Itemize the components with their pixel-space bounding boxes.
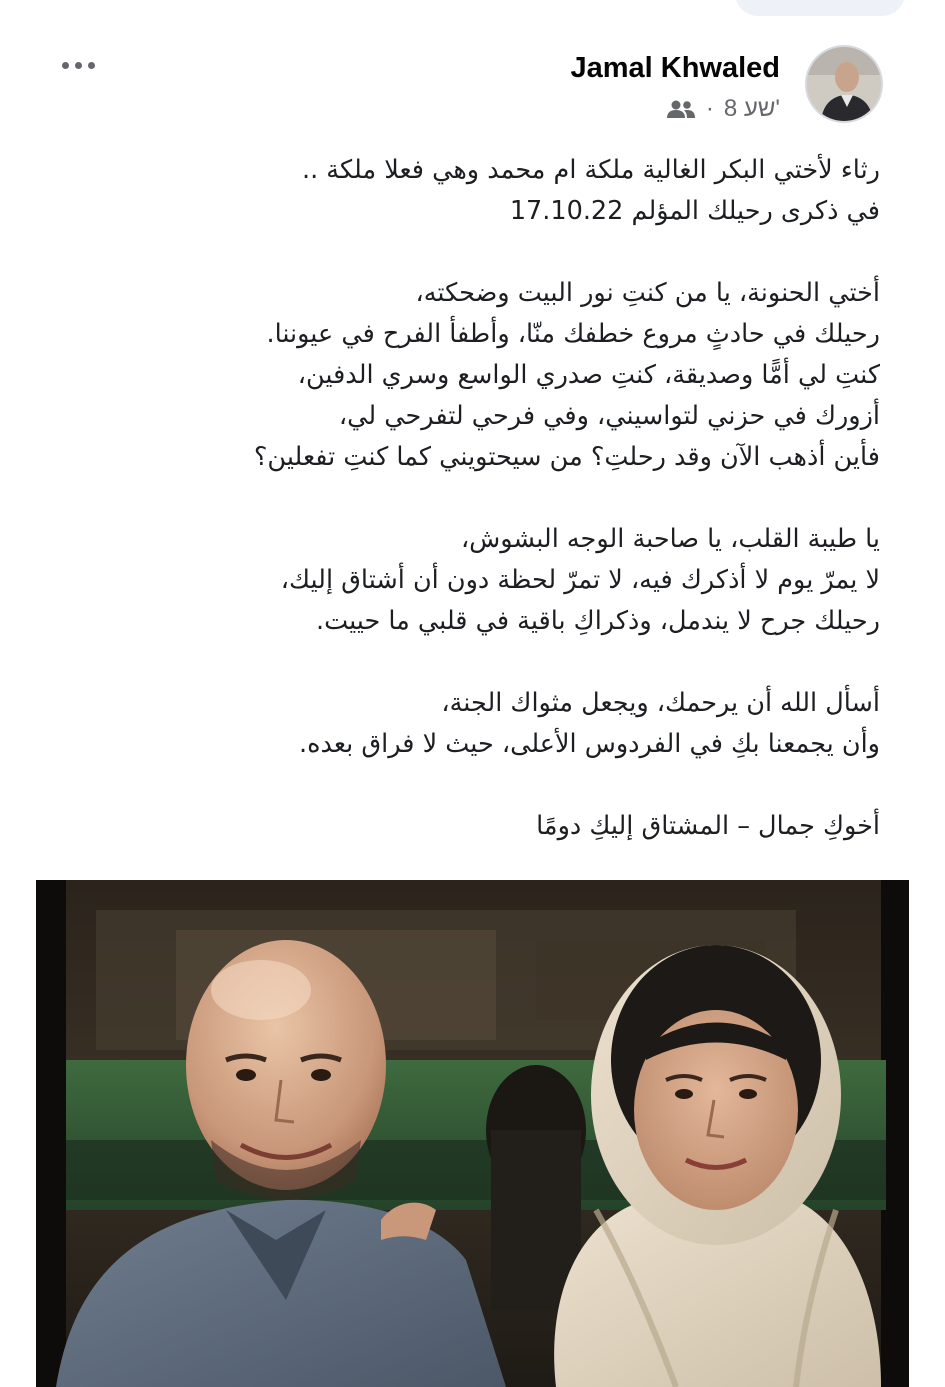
- post-body: [80, 150, 880, 888]
- more-options-button[interactable]: [62, 54, 95, 76]
- author-name[interactable]: Jamal Khwaled: [570, 52, 780, 84]
- meta-separator: ·: [705, 95, 714, 122]
- avatar-photo: [807, 47, 881, 121]
- top-pill-button[interactable]: [735, 0, 905, 16]
- avatar[interactable]: [805, 45, 883, 123]
- text-line: لا يمرّ يوم لا أذكرك فيه، لا تمرّ لحظة دون أن أشتاق إليك،: [280, 565, 880, 595]
- text-line: رثاء لأختي البكر الغالية ملكة ام محمد وهي فعلا ملكة ..: [301, 155, 880, 185]
- text-line: رحيلك جرح لا يندمل، وذكراكِ باقية في قلبي ما حييت.: [315, 606, 880, 636]
- post-photo[interactable]: [36, 880, 909, 1387]
- text-line: أخوكِ جمال – المشتاق إليكِ دومًا: [536, 811, 880, 841]
- post-timestamp[interactable]: 8 שע': [723, 95, 780, 122]
- text-line: أزورك في حزني لتواسيني، وفي فرحي لتفرحي لي،: [338, 401, 880, 431]
- paragraph: [80, 806, 880, 847]
- text-line: في ذكرى رحيلك المؤلم 17.10.22: [509, 196, 880, 226]
- paragraph: [80, 519, 880, 642]
- text-line: فأين أذهب الآن وقد رحلتِ؟ من سيحتويني كما كنتِ تفعلين؟: [253, 442, 880, 472]
- photo-image: [36, 880, 909, 1387]
- paragraph: [80, 683, 880, 765]
- paragraph: [80, 150, 880, 232]
- more-horizontal-icon: [75, 62, 82, 69]
- text-line: يا طيبة القلب، يا صاحبة الوجه البشوش،: [460, 524, 880, 554]
- post-header: [0, 40, 945, 140]
- post-meta: [666, 95, 780, 123]
- more-horizontal-icon: [62, 62, 69, 69]
- text-line: كنتِ لي أمًّا وصديقة، كنتِ صدري الواسع وسري الدفين،: [297, 360, 880, 390]
- text-line: وأن يجمعنا بكِ في الفردوس الأعلى، حيث لا فراق بعده.: [299, 729, 880, 759]
- text-line: رحيلك في حادثٍ مروع خطفك منّا، وأطفأ الفرح في عيوننا.: [266, 319, 880, 349]
- paragraph: [80, 273, 880, 478]
- more-horizontal-icon: [88, 62, 95, 69]
- text-line: أسأل الله أن يرحمك، ويجعل مثواك الجنة،: [441, 688, 880, 718]
- friends-icon[interactable]: [666, 99, 696, 119]
- text-line: أختي الحنونة، يا من كنتِ نور البيت وضحكته،: [415, 278, 880, 308]
